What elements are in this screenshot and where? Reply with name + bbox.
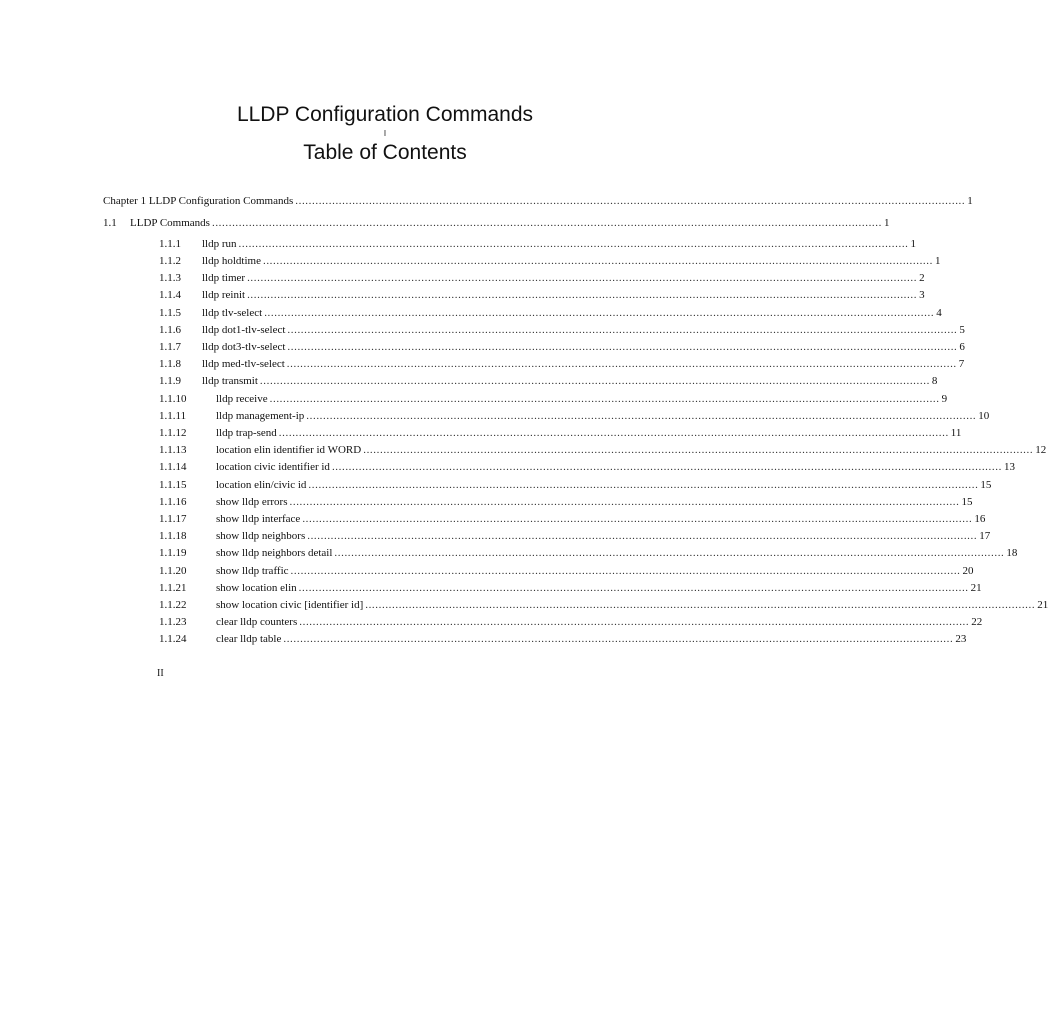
toc-entry[interactable] — [0, 357, 965, 374]
toc-dot-leader: ........................................................................................................................................................................................................ — [211, 217, 882, 229]
toc-entry-number: 1.1.5 — [159, 307, 181, 319]
toc-entry[interactable] — [0, 529, 991, 546]
toc-dot-leader: ........................................................................................................................................................................................................ — [295, 195, 966, 207]
toc-dot-leader: ........................................................................................................................................................................................................ — [264, 307, 935, 319]
toc-dot-leader: ........................................................................................................................................................................................................ — [283, 633, 954, 645]
toc-entry-page: 23 — [955, 633, 967, 645]
toc-entry[interactable] — [0, 581, 982, 598]
toc-entry-label: lldp receive — [216, 393, 268, 405]
toc-entry-page: 6 — [959, 341, 965, 353]
toc-entry-number: 1.1.7 — [159, 341, 181, 353]
toc-entry[interactable] — [0, 216, 890, 233]
toc-entry-page: 21 — [1037, 599, 1048, 611]
toc-entry[interactable] — [0, 615, 983, 632]
toc-dot-leader: ........................................................................................................................................................................................................ — [289, 496, 960, 508]
toc-entry[interactable] — [0, 323, 965, 340]
toc-entry-label: lldp tlv-select — [202, 307, 263, 319]
toc-dot-leader: ........................................................................................................................................................................................................ — [308, 479, 979, 491]
toc-entry-label: show lldp neighbors — [216, 530, 306, 542]
toc-entry[interactable] — [0, 194, 973, 211]
toc-dot-leader: ........................................................................................................................................................................................................ — [365, 599, 1036, 611]
toc-entry-label: location elin identifier id WORD — [216, 444, 362, 456]
toc-entry-number: 1.1.18 — [159, 530, 187, 542]
toc-entry-label: show lldp neighbors detail — [216, 547, 333, 559]
toc-dot-leader: ........................................................................................................................................................................................................ — [238, 238, 909, 250]
toc-entry-label: location elin/civic id — [216, 479, 307, 491]
toc-entry-number: 1.1.21 — [159, 582, 187, 594]
toc-entry-label: show location elin — [216, 582, 297, 594]
toc-entry-page: 10 — [978, 410, 990, 422]
toc-entry-number: 1.1.19 — [159, 547, 187, 559]
toc-entry-label: lldp dot1-tlv-select — [202, 324, 286, 336]
toc-entry-page: 3 — [919, 289, 925, 301]
toc-entry-page: 21 — [970, 582, 982, 594]
toc-entry-number: 1.1.13 — [159, 444, 187, 456]
toc-entry-page: 15 — [961, 496, 973, 508]
toc-dot-leader: ........................................................................................................................................................................................................ — [334, 547, 1005, 559]
toc-entry-number: 1.1 — [103, 217, 117, 229]
toc-entry-page: 5 — [959, 324, 965, 336]
toc-entry-number: 1.1.4 — [159, 289, 181, 301]
toc-entry-number: 1.1.16 — [159, 496, 187, 508]
toc-entry[interactable] — [0, 460, 1015, 477]
toc-entry-label: lldp transmit — [202, 375, 258, 387]
document-title: LLDP Configuration Commands — [236, 103, 534, 126]
toc-entry-label: clear lldp table — [216, 633, 282, 645]
toc-entry-page: 12 — [1035, 444, 1047, 456]
toc-entry-number: 1.1.23 — [159, 616, 187, 628]
toc-entry-number: 1.1.8 — [159, 358, 181, 370]
toc-entry[interactable] — [0, 306, 942, 323]
toc-entry-number: 1.1.1 — [159, 238, 181, 250]
toc-dot-leader: ........................................................................................................................................................................................................ — [306, 410, 977, 422]
toc-entry-number: 1.1.2 — [159, 255, 181, 267]
toc-entry[interactable] — [0, 495, 973, 512]
toc-dot-leader: ........................................................................................................................................................................................................ — [290, 565, 961, 577]
toc-entry-page: 1 — [883, 217, 890, 229]
toc-entry-page: 9 — [941, 393, 948, 405]
toc-entry-label: lldp med-tlv-select — [202, 358, 285, 370]
toc-entry[interactable] — [0, 409, 990, 426]
toc-entry-label: lldp run — [202, 238, 237, 250]
toc-dot-leader: ........................................................................................................................................................................................................ — [299, 616, 970, 628]
toc-entry-page: 17 — [979, 530, 991, 542]
toc-entry-label: location civic identifier id — [216, 461, 330, 473]
toc-entry-page: 11 — [950, 427, 962, 439]
toc-entry[interactable] — [0, 478, 992, 495]
toc-entry-number: 1.1.24 — [159, 633, 187, 645]
toc-entry-page: 22 — [971, 616, 983, 628]
toc-entry-label: lldp dot3-tlv-select — [202, 341, 286, 353]
toc-entry-page: 4 — [936, 307, 942, 319]
toc-entry-page: 15 — [980, 479, 992, 491]
toc-entry-page: 20 — [962, 565, 974, 577]
toc-entry-page: 1 — [934, 255, 941, 267]
toc-entry[interactable] — [0, 340, 965, 357]
toc-dot-leader: ........................................................................................................................................................................................................ — [247, 289, 918, 301]
toc-entry-label: show location civic [identifier id] — [216, 599, 364, 611]
toc-entry-page: 7 — [958, 358, 965, 370]
toc-entry[interactable] — [0, 374, 938, 391]
toc-entry-label: show lldp interface — [216, 513, 301, 525]
toc-entry[interactable] — [0, 512, 986, 529]
toc-entry[interactable] — [0, 426, 962, 443]
toc-entry-number: 1.1.12 — [159, 427, 187, 439]
toc-entry-number: 1.1.20 — [159, 565, 187, 577]
toc-entry-number: 1.1.22 — [159, 599, 187, 611]
toc-entry-page: 13 — [1003, 461, 1015, 473]
toc-entry-number: 1.1.15 — [159, 479, 187, 491]
toc-entry[interactable] — [0, 288, 925, 305]
toc-entry-number: 1.1.6 — [159, 324, 181, 336]
toc-dot-leader: ........................................................................................................................................................................................................ — [307, 530, 978, 542]
toc-entry[interactable] — [0, 598, 1048, 615]
toc-entry-number: 1.1.9 — [159, 375, 181, 387]
toc-dot-leader: ........................................................................................................................................................................................................ — [262, 255, 933, 267]
toc-entry-number: 1.1.14 — [159, 461, 187, 473]
toc-entry[interactable] — [0, 443, 1047, 460]
toc-entry-label: show lldp errors — [216, 496, 288, 508]
toc-entry-page: 1 — [910, 238, 917, 250]
toc-entry[interactable] — [0, 546, 1018, 563]
toc-dot-leader: ........................................................................................................................................................................................................ — [278, 427, 949, 439]
toc-entry-number: 1.1.17 — [159, 513, 187, 525]
toc-dot-leader: ........................................................................................................................................................................................................ — [287, 324, 958, 336]
toc-entry-page: 16 — [974, 513, 986, 525]
toc-entry[interactable] — [0, 564, 974, 581]
toc-dot-leader: ........................................................................................................................................................................................................ — [363, 444, 1034, 456]
toc-entry-page: 2 — [919, 272, 925, 284]
toc-entry[interactable] — [0, 271, 925, 288]
toc-entry[interactable] — [0, 392, 948, 409]
toc-entry[interactable] — [0, 632, 967, 649]
toc-entry-page: 8 — [931, 375, 938, 387]
toc-entry-label: lldp holdtime — [202, 255, 261, 267]
toc-entry-page: 18 — [1006, 547, 1018, 559]
toc-dot-leader: ........................................................................................................................................................................................................ — [259, 375, 930, 387]
toc-entry-label: lldp timer — [202, 272, 246, 284]
toc-dot-leader: ........................................................................................................................................................................................................ — [331, 461, 1002, 473]
toc-dot-leader: ........................................................................................................................................................................................................ — [298, 582, 969, 594]
toc-entry-label: LLDP Commands — [130, 217, 210, 229]
toc-entry-label: Chapter 1 LLDP Configuration Commands — [103, 195, 294, 207]
toc-dot-leader: ........................................................................................................................................................................................................ — [302, 513, 973, 525]
toc-entry[interactable] — [0, 237, 917, 254]
toc-dot-leader: ........................................................................................................................................................................................................ — [286, 358, 957, 370]
toc-dot-leader: ........................................................................................................................................................................................................ — [287, 341, 958, 353]
toc-entry-number: 1.1.10 — [159, 393, 187, 405]
toc-entry-label: clear lldp counters — [216, 616, 298, 628]
toc-entry-number: 1.1.3 — [159, 272, 181, 284]
toc-entry-number: 1.1.11 — [159, 410, 187, 422]
toc-entry-page: 1 — [967, 195, 973, 207]
title-page-mark: I — [383, 129, 387, 138]
toc-entry-label: lldp management-ip — [216, 410, 305, 422]
toc-heading: Table of Contents — [303, 141, 467, 164]
footer-page-mark: II — [157, 668, 164, 679]
toc-entry-label: lldp trap-send — [216, 427, 277, 439]
toc-entry[interactable] — [0, 254, 941, 271]
toc-entry-label: lldp reinit — [202, 289, 246, 301]
toc-dot-leader: ........................................................................................................................................................................................................ — [269, 393, 940, 405]
toc-entry-label: show lldp traffic — [216, 565, 289, 577]
toc-dot-leader: ........................................................................................................................................................................................................ — [247, 272, 918, 284]
